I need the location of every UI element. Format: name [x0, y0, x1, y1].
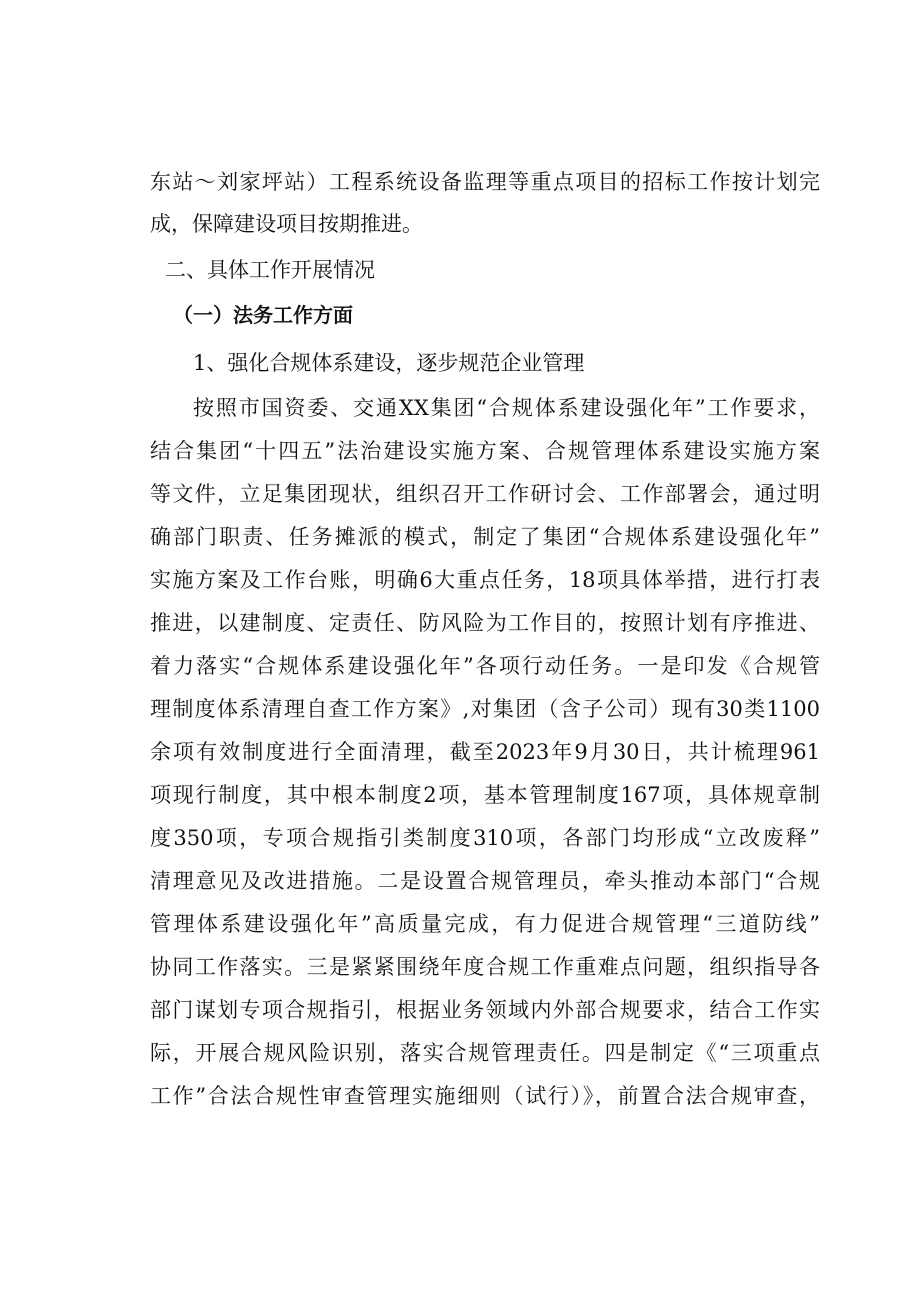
paragraph-line: 部门谋划专项合规指引，根据业务领域内外部合规要求，结合工作实	[150, 998, 820, 1022]
paragraph-line: 着力落实“合规体系建设强化年”各项行动任务。一是印发《合规管	[150, 654, 820, 678]
paragraph-line: 际，开展合规风险识别，落实合规管理责任。四是制定《“三项重点	[150, 1041, 820, 1065]
paragraph-line: 等文件，立足集团现状，组织召开工作研讨会、工作部署会，通过明	[150, 482, 820, 506]
paragraph-line: 工作”合法合规性审查管理实施细则（试行）》，前置合法合规审查，	[150, 1084, 820, 1108]
paragraph-line: 成，保障建设项目按期推进。	[150, 212, 423, 236]
paragraph-line: 实施方案及工作台账，明确6大重点任务，18项具体举措，进行打表	[150, 568, 820, 592]
item-heading: 1、强化合规体系建设，逐步规范企业管理	[193, 351, 585, 375]
paragraph-line: 理制度体系清理自查工作方案》,对集团（含子公司）现有30类1100	[150, 697, 820, 721]
paragraph-line: 确部门职责、任务摊派的模式，制定了集团“合规体系建设强化年”	[150, 525, 820, 549]
paragraph-line: 管理体系建设强化年”高质量完成，有力促进合规管理“三道防线”	[150, 912, 820, 936]
paragraph-line: 协同工作落实。三是紧紧围绕年度合规工作重难点问题，组织指导各	[150, 955, 820, 979]
section-heading: 二、具体工作开展情况	[165, 258, 375, 282]
paragraph-line: 清理意见及改进措施。二是设置合规管理员，牵头推动本部门“合规	[150, 869, 820, 893]
paragraph-line: 度350项，专项合规指引类制度310项，各部门均形成“立改废释”	[150, 826, 820, 850]
paragraph-line: 项现行制度，其中根本制度2项，基本管理制度167项，具体规章制	[150, 783, 820, 807]
subsection-heading: （一）法务工作方面	[173, 303, 353, 327]
paragraph-line: 推进，以建制度、定责任、防风险为工作目的，按照计划有序推进、	[150, 611, 820, 635]
paragraph-line: 余项有效制度进行全面清理，截至2023年9月30日，共计梳理961	[150, 740, 820, 764]
paragraph-line: 按照市国资委、交通XX集团“合规体系建设强化年”工作要求，	[193, 396, 820, 420]
paragraph-line: 结合集团“十四五”法治建设实施方案、合规管理体系建设实施方案	[150, 439, 820, 463]
paragraph-line: 东站～刘家坪站）工程系统设备监理等重点项目的招标工作按计划完	[150, 170, 820, 194]
